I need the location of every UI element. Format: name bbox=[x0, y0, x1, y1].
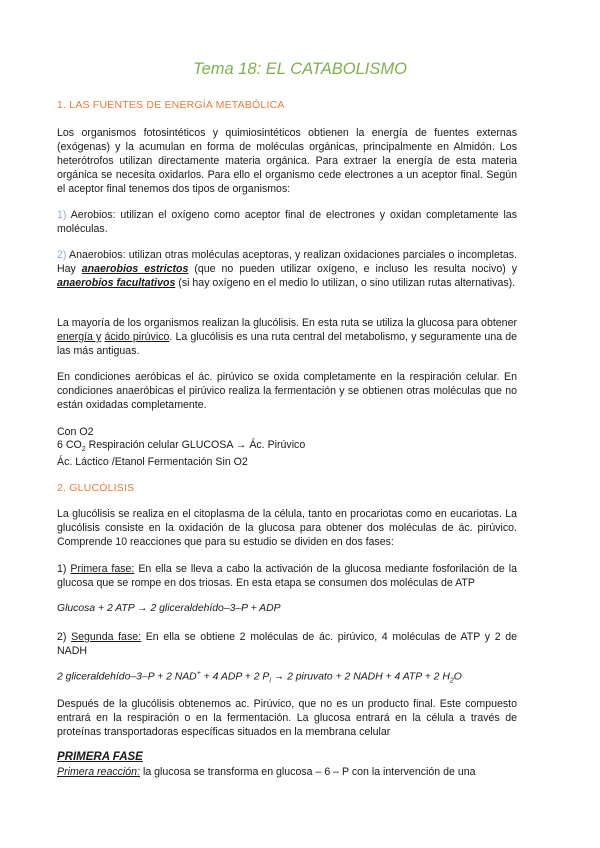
list-number: 1) bbox=[57, 209, 67, 221]
segunda-fase-label: Segunda fase: bbox=[71, 631, 142, 643]
paragraph-intro: Los organismos fotosintéticos y quimiosintéticos obtienen la energía de fuentes externas (exógenas) y la acumulan en forma de moléculas orgánicas, principalmente en Almidón. Los heterótrofos utilizan directamente materia orgánica. Para extraer la energía de esta materia orgánica se necesita oxidarlos. Para ello el organismo cede electrones a un aceptor final. Según el aceptor final tenemos dos tipos de organismos: bbox=[57, 127, 517, 195]
section-heading-fuentes: 1. LAS FUENTES DE ENERGÍA METABÓLICA bbox=[57, 99, 285, 111]
list-number: 2) bbox=[57, 249, 67, 261]
energia-term: energía y bbox=[57, 331, 102, 343]
paragraph-primera-reaccion: Primera reacción: la glucosa se transforma en glucosa – 6 – P con la intervención de una bbox=[57, 766, 476, 778]
diagram-line-2: 6 $CO_2$ Respiración celular GLUCOSA → Ác. Pirúvico bbox=[57, 439, 306, 454]
paragraph-segunda-fase: 2) Segunda fase: En ella se obtiene 2 moléculas de ác. pirúvico, 4 moléculas de ATP y 2 de NADH bbox=[57, 631, 518, 657]
page-title: Tema 18: EL CATABOLISMO bbox=[193, 60, 407, 78]
primera-fase-label: Primera fase: bbox=[70, 563, 135, 575]
paragraph-despues: Después de la glucólisis obtenemos ac. Pirúvico, que no es un producto final. Este compuesto entrará en la respiración o en la fermentación. La glucosa entrará en la célula a través de proteínas transportadoras específicas situados en la membrana celular bbox=[57, 698, 517, 738]
paragraph-glucolisis-intro bbox=[57, 316, 517, 358]
diagram-line-1: Con O2 bbox=[57, 426, 94, 438]
anaerobios-text-a: Anaerobios: utilizan otras moléculas aceptoras, y realizan oxidaciones parciales o incompletas. Hay bbox=[57, 249, 517, 275]
section-heading-glucolisis: 2. GLUCÓLISIS bbox=[57, 482, 135, 494]
paragraph-condiciones: En condiciones aeróbicas el ác. pirúvico se oxida completamente en la respiración celular. En condiciones anaeróbicas el pirúvico realiza la fermentación y se obtienen otras moléculas que no están oxidadas completamente. bbox=[57, 371, 517, 411]
paragraph-primera-fase: 1) Primera fase: En ella se lleva a cabo la activación de la glucosa mediante fosforilación de la glucosa que se rompe en dos triosas. En esta etapa se consumen dos moléculas de ATP bbox=[57, 563, 517, 589]
glucolisis-intro-a: La mayoría de los organismos realizan la glucólisis. En esta ruta se utiliza la glucosa para obtener bbox=[57, 317, 517, 329]
anaerobios-facultativos-term: anaerobios facultativos bbox=[57, 277, 176, 289]
paragraph-anaerobios bbox=[57, 248, 517, 290]
anaerobios-text-b: (que no pueden utilizar oxígeno, e incluso les resulta nocivo) y bbox=[188, 263, 517, 275]
paragraph-glucolisis: La glucólisis se realiza en el citoplasma de la célula, tanto en procariotas como en eucariotas. La glucólisis consiste en la oxidación de la glucosa para obtener dos moléculas de ác. pirúvico. Comprende 10 reacciones que para su estudio se dividen en dos fases: bbox=[57, 508, 517, 548]
aerobios-text: Aerobios: utilizan el oxígeno como aceptor final de electrones y oxidan completamente las moléculas. bbox=[57, 209, 517, 235]
glucolisis-intro-b: . La glucólisis es una ruta central del metabolismo, y seguramente una de las más antiguas. bbox=[57, 331, 517, 357]
equation-2: 2 gliceraldehído–3–P + 2 NAD+ + 4 ADP + 2 $P_i \to 2$ piruvato + 2 NADH + 4 ATP + 2 $H_2O$ bbox=[57, 670, 462, 685]
paragraph-aerobios bbox=[57, 208, 517, 236]
anaerobios-text-c: (si hay oxígeno en el medio lo utilizan, o sino utilizan rutas alternativas). bbox=[175, 277, 516, 289]
equation-1: Glucosa + 2 ATP → 2 gliceraldehído–3–P + ADP bbox=[57, 603, 281, 614]
diagram-line-3: Ác. Láctico /Etanol Fermentación Sin O2 bbox=[57, 456, 248, 469]
primera-fase-heading: PRIMERA FASE bbox=[57, 751, 143, 763]
primera-reaccion-label: Primera reacción: bbox=[57, 766, 141, 778]
acido-piruvico-term: ácido pirúvico bbox=[104, 331, 170, 343]
anaerobios-estrictos-term: anaerobios estrictos bbox=[81, 263, 189, 275]
diagram-text bbox=[57, 426, 517, 469]
